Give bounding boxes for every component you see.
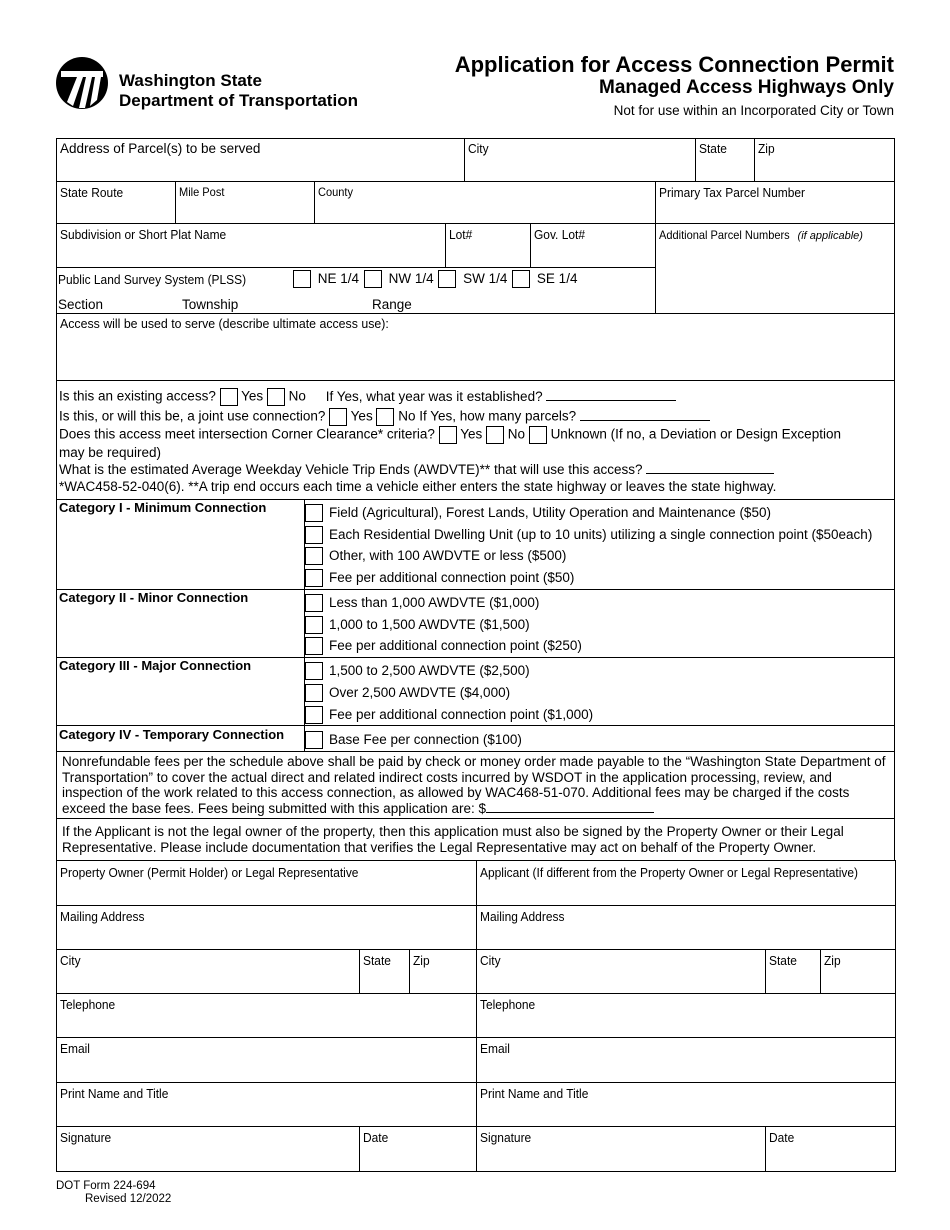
- wsdot-logo: [55, 56, 109, 110]
- q3-unknown-checkbox[interactable]: [529, 426, 547, 444]
- cat1-opt2-label: Each Residential Dwelling Unit (up to 10 units) utilizing a single connection point ($50each): [329, 526, 873, 542]
- access-use-field[interactable]: [56, 313, 895, 381]
- q3-no-label: No: [507, 426, 526, 442]
- applicant-city-field[interactable]: [476, 949, 766, 994]
- category-1-title-cell: [56, 499, 305, 590]
- category-2-option-2[interactable]: [305, 614, 530, 635]
- city-field[interactable]: [464, 138, 696, 182]
- mile-post-field[interactable]: [175, 181, 315, 224]
- applicant-signature-field[interactable]: [476, 1126, 766, 1172]
- owner-notice-section: [56, 818, 895, 861]
- q3-yes-checkbox[interactable]: [439, 426, 457, 444]
- subdivision-field[interactable]: [56, 223, 446, 268]
- category-1-option-1[interactable]: [305, 502, 771, 523]
- owner-city-field[interactable]: [56, 949, 360, 994]
- owner-email-field[interactable]: [56, 1037, 477, 1083]
- owner-date-field[interactable]: [359, 1126, 477, 1172]
- owner-telephone-field[interactable]: [56, 993, 477, 1038]
- sw-checkbox[interactable]: [438, 270, 456, 288]
- additional-parcel-label: Additional Parcel Numbers: [659, 228, 790, 242]
- applicant-email-field[interactable]: [476, 1037, 896, 1083]
- q3-yes-label: Yes: [460, 426, 483, 442]
- q2-no-checkbox[interactable]: [376, 408, 394, 426]
- state-route-field[interactable]: [56, 181, 176, 224]
- owner-signature-label: Signature: [60, 1130, 112, 1145]
- form-number: DOT Form 224-694: [56, 1180, 156, 1192]
- q3-continuation: may be required): [59, 445, 162, 460]
- applicant-email-label: Email: [480, 1041, 510, 1056]
- org-name-line2: Department of Transportation: [119, 91, 358, 110]
- owner-city-label: City: [60, 953, 81, 968]
- category-1-option-4[interactable]: [305, 567, 574, 588]
- address-field[interactable]: [56, 138, 465, 182]
- state-route-label: State Route: [60, 185, 124, 200]
- county-label: County: [318, 185, 353, 199]
- q1-yes-label: Yes: [241, 388, 264, 404]
- applicant-date-label: Date: [769, 1130, 795, 1145]
- q1-followup-label: If Yes, what year was it established?: [325, 388, 543, 404]
- owner-zip-label: Zip: [413, 953, 430, 968]
- applicant-state-label: State: [769, 953, 797, 968]
- owner-heading: Property Owner (Permit Holder) or Legal Representative: [60, 865, 359, 880]
- category-2-title: Category II - Minor Connection: [59, 590, 249, 605]
- category-3-option-1[interactable]: [305, 660, 530, 681]
- applicant-heading: Applicant (If different from the Property Owner or Legal Representative): [480, 865, 859, 880]
- cat4-opt1-label: Base Fee per connection ($100): [329, 731, 522, 747]
- owner-email-label: Email: [60, 1041, 90, 1056]
- applicant-telephone-label: Telephone: [480, 997, 536, 1012]
- q1-yes-checkbox[interactable]: [220, 388, 238, 406]
- category-4-title: Category IV - Temporary Connection: [59, 727, 285, 742]
- form-note: Not for use within an Incorporated City or Town: [613, 103, 894, 118]
- se-label: SE 1/4: [536, 270, 578, 286]
- primary-tax-parcel-field[interactable]: [655, 181, 895, 224]
- cat3-opt2-label: Over 2,500 AWDVTE ($4,000): [329, 684, 511, 700]
- applicant-date-field[interactable]: [765, 1126, 896, 1172]
- mile-post-label: Mile Post: [179, 185, 225, 199]
- nw-label: NW 1/4: [388, 270, 434, 286]
- wsdot-logo-icon: [55, 56, 109, 110]
- q1-label: Is this an existing access?: [59, 388, 216, 404]
- category-1-title: Category I - Minimum Connection: [59, 500, 267, 515]
- zip-field[interactable]: [754, 138, 895, 182]
- cat3-opt3-label: Fee per additional connection point ($1,000): [329, 706, 594, 722]
- cat1-opt1-checkbox[interactable]: [305, 504, 323, 522]
- se-checkbox[interactable]: [512, 270, 530, 288]
- ne-checkbox[interactable]: [293, 270, 311, 288]
- applicant-mailing-field[interactable]: [476, 905, 896, 950]
- cat1-opt4-label: Fee per additional connection point ($50): [329, 569, 575, 585]
- city-label: City: [468, 141, 489, 156]
- category-3-title-cell: [56, 657, 305, 726]
- applicant-zip-label: Zip: [824, 953, 841, 968]
- category-3-option-2[interactable]: [305, 682, 510, 703]
- gov-lot-field[interactable]: [530, 223, 656, 268]
- cat2-opt2-label: 1,000 to 1,500 AWDVTE ($1,500): [329, 616, 530, 632]
- nw-checkbox[interactable]: [364, 270, 382, 288]
- owner-zip-field[interactable]: [409, 949, 477, 994]
- questions-section: [56, 380, 895, 500]
- applicant-state-field[interactable]: [765, 949, 821, 994]
- owner-print-name-field[interactable]: [56, 1082, 477, 1127]
- gov-lot-label: Gov. Lot#: [534, 227, 585, 242]
- cat2-opt1-label: Less than 1,000 AWDVTE ($1,000): [329, 594, 540, 610]
- q3-no-checkbox[interactable]: [486, 426, 504, 444]
- applicant-telephone-field[interactable]: [476, 993, 896, 1038]
- q3-unknown-label: Unknown (If no, a Deviation or Design Exception: [550, 426, 841, 442]
- q1-year-input[interactable]: [546, 400, 676, 401]
- additional-parcel-note: (if applicable): [797, 230, 863, 242]
- category-4-option-1[interactable]: [305, 729, 522, 750]
- cat2-opt2-checkbox[interactable]: [305, 616, 323, 634]
- owner-heading-field[interactable]: [56, 860, 477, 906]
- q4-label: What is the estimated Average Weekday Vehicle Trip Ends (AWDVTE)** that will use this access?: [59, 462, 643, 477]
- ne-label: NE 1/4: [317, 270, 360, 286]
- q4-awdvte-input[interactable]: [646, 473, 774, 474]
- q3-label: Does this access meet intersection Corner Clearance* criteria?: [59, 426, 435, 442]
- fees-amount-input[interactable]: [486, 812, 654, 813]
- plss-label: Public Land Survey System (PLSS): [58, 272, 247, 287]
- applicant-heading-field[interactable]: [476, 860, 896, 906]
- q2-parcels-input[interactable]: [580, 420, 710, 421]
- org-name-line1: Washington State: [119, 71, 262, 90]
- owner-print-name-label: Print Name and Title: [60, 1086, 169, 1101]
- applicant-signature-label: Signature: [480, 1130, 532, 1145]
- county-field[interactable]: [314, 181, 656, 224]
- cat3-opt1-label: 1,500 to 2,500 AWDVTE ($2,500): [329, 662, 530, 678]
- owner-signature-field[interactable]: [56, 1126, 360, 1172]
- zip-label: Zip: [758, 141, 775, 156]
- category-1-option-3[interactable]: [305, 545, 566, 566]
- category-3-title: Category III - Major Connection: [59, 658, 252, 673]
- category-2-option-1[interactable]: [305, 592, 539, 613]
- applicant-print-name-label: Print Name and Title: [480, 1086, 589, 1101]
- cat1-opt2-checkbox[interactable]: [305, 526, 323, 544]
- subdivision-label: Subdivision or Short Plat Name: [60, 227, 227, 242]
- cat3-opt3-checkbox[interactable]: [305, 706, 323, 724]
- fees-paragraph: Nonrefundable fees per the schedule above shall be paid by check or money order made payable to the “Washington State Department of Transportation” to cover the actual direct and related indirect costs incurred by WSDOT in the application processing, review, and inspection of the work related to this access connection, as allowed by WAC468-51-070. Additional fees may be charged if the costs exceed the base fees. Fees being submitted with this application are: $: [62, 754, 886, 816]
- cat3-opt2-checkbox[interactable]: [305, 684, 323, 702]
- applicant-print-name-field[interactable]: [476, 1082, 896, 1127]
- owner-paragraph: If the Applicant is not the legal owner of the property, then this application must also be signed by the Property Owner or their Legal Representative. Please include documentation that verifies the Legal Representative may act on behalf of the Property Owner.: [62, 824, 844, 855]
- q2-yes-checkbox[interactable]: [329, 408, 347, 426]
- category-2-option-3[interactable]: [305, 635, 582, 656]
- category-2-title-cell: [56, 589, 305, 658]
- lot-label: Lot#: [449, 227, 473, 242]
- owner-mailing-label: Mailing Address: [60, 909, 145, 924]
- cat1-opt1-label: Field (Agricultural), Forest Lands, Utility Operation and Maintenance ($50): [329, 504, 771, 520]
- owner-telephone-label: Telephone: [60, 997, 116, 1012]
- cat1-opt4-checkbox[interactable]: [305, 569, 323, 587]
- form-title: Application for Access Connection Permit: [454, 52, 894, 77]
- state-label: State: [699, 141, 727, 156]
- cat2-opt3-label: Fee per additional connection point ($250): [329, 637, 582, 653]
- cat1-opt3-label: Other, with 100 AWDVTE or less ($500): [329, 547, 567, 563]
- revised-date: Revised 12/2022: [85, 1193, 172, 1205]
- q2-no-label: No If Yes, how many parcels?: [398, 408, 577, 424]
- applicant-city-label: City: [480, 953, 501, 968]
- category-1-option-2[interactable]: [305, 524, 872, 545]
- additional-parcel-field[interactable]: [655, 223, 895, 314]
- range-label: Range: [372, 297, 412, 312]
- category-4-title-cell: [56, 725, 305, 752]
- cat1-opt3-checkbox[interactable]: [305, 547, 323, 565]
- cat2-opt1-checkbox[interactable]: [305, 594, 323, 612]
- lot-field[interactable]: [445, 223, 531, 268]
- cat2-opt3-checkbox[interactable]: [305, 637, 323, 655]
- owner-date-label: Date: [363, 1130, 389, 1145]
- owner-state-field[interactable]: [359, 949, 410, 994]
- footnote: *WAC458-52-040(6). **A trip end occurs each time a vehicle either enters the state highway or leaves the state highway.: [59, 479, 777, 494]
- address-label: Address of Parcel(s) to be served: [60, 141, 261, 156]
- q2-yes-label: Yes: [350, 408, 373, 424]
- primary-tax-parcel-label: Primary Tax Parcel Number: [659, 185, 806, 200]
- fees-section: [56, 751, 895, 819]
- q2-label: Is this, or will this be, a joint use connection?: [59, 408, 326, 424]
- owner-mailing-field[interactable]: [56, 905, 477, 950]
- state-field[interactable]: [695, 138, 755, 182]
- plss-block: [56, 267, 656, 314]
- form-subtitle: Managed Access Highways Only: [599, 77, 894, 98]
- q1-no-checkbox[interactable]: [267, 388, 285, 406]
- section-label: Section: [58, 297, 104, 312]
- owner-state-label: State: [363, 953, 391, 968]
- township-label: Township: [182, 297, 239, 312]
- applicant-mailing-label: Mailing Address: [480, 909, 565, 924]
- access-use-label: Access will be used to serve (describe ultimate access use):: [60, 316, 389, 331]
- category-3-option-3[interactable]: [305, 704, 593, 725]
- applicant-zip-field[interactable]: [820, 949, 896, 994]
- q1-no-label: No: [288, 388, 306, 404]
- cat3-opt1-checkbox[interactable]: [305, 662, 323, 680]
- sw-label: SW 1/4: [463, 270, 508, 286]
- cat4-opt1-checkbox[interactable]: [305, 731, 323, 749]
